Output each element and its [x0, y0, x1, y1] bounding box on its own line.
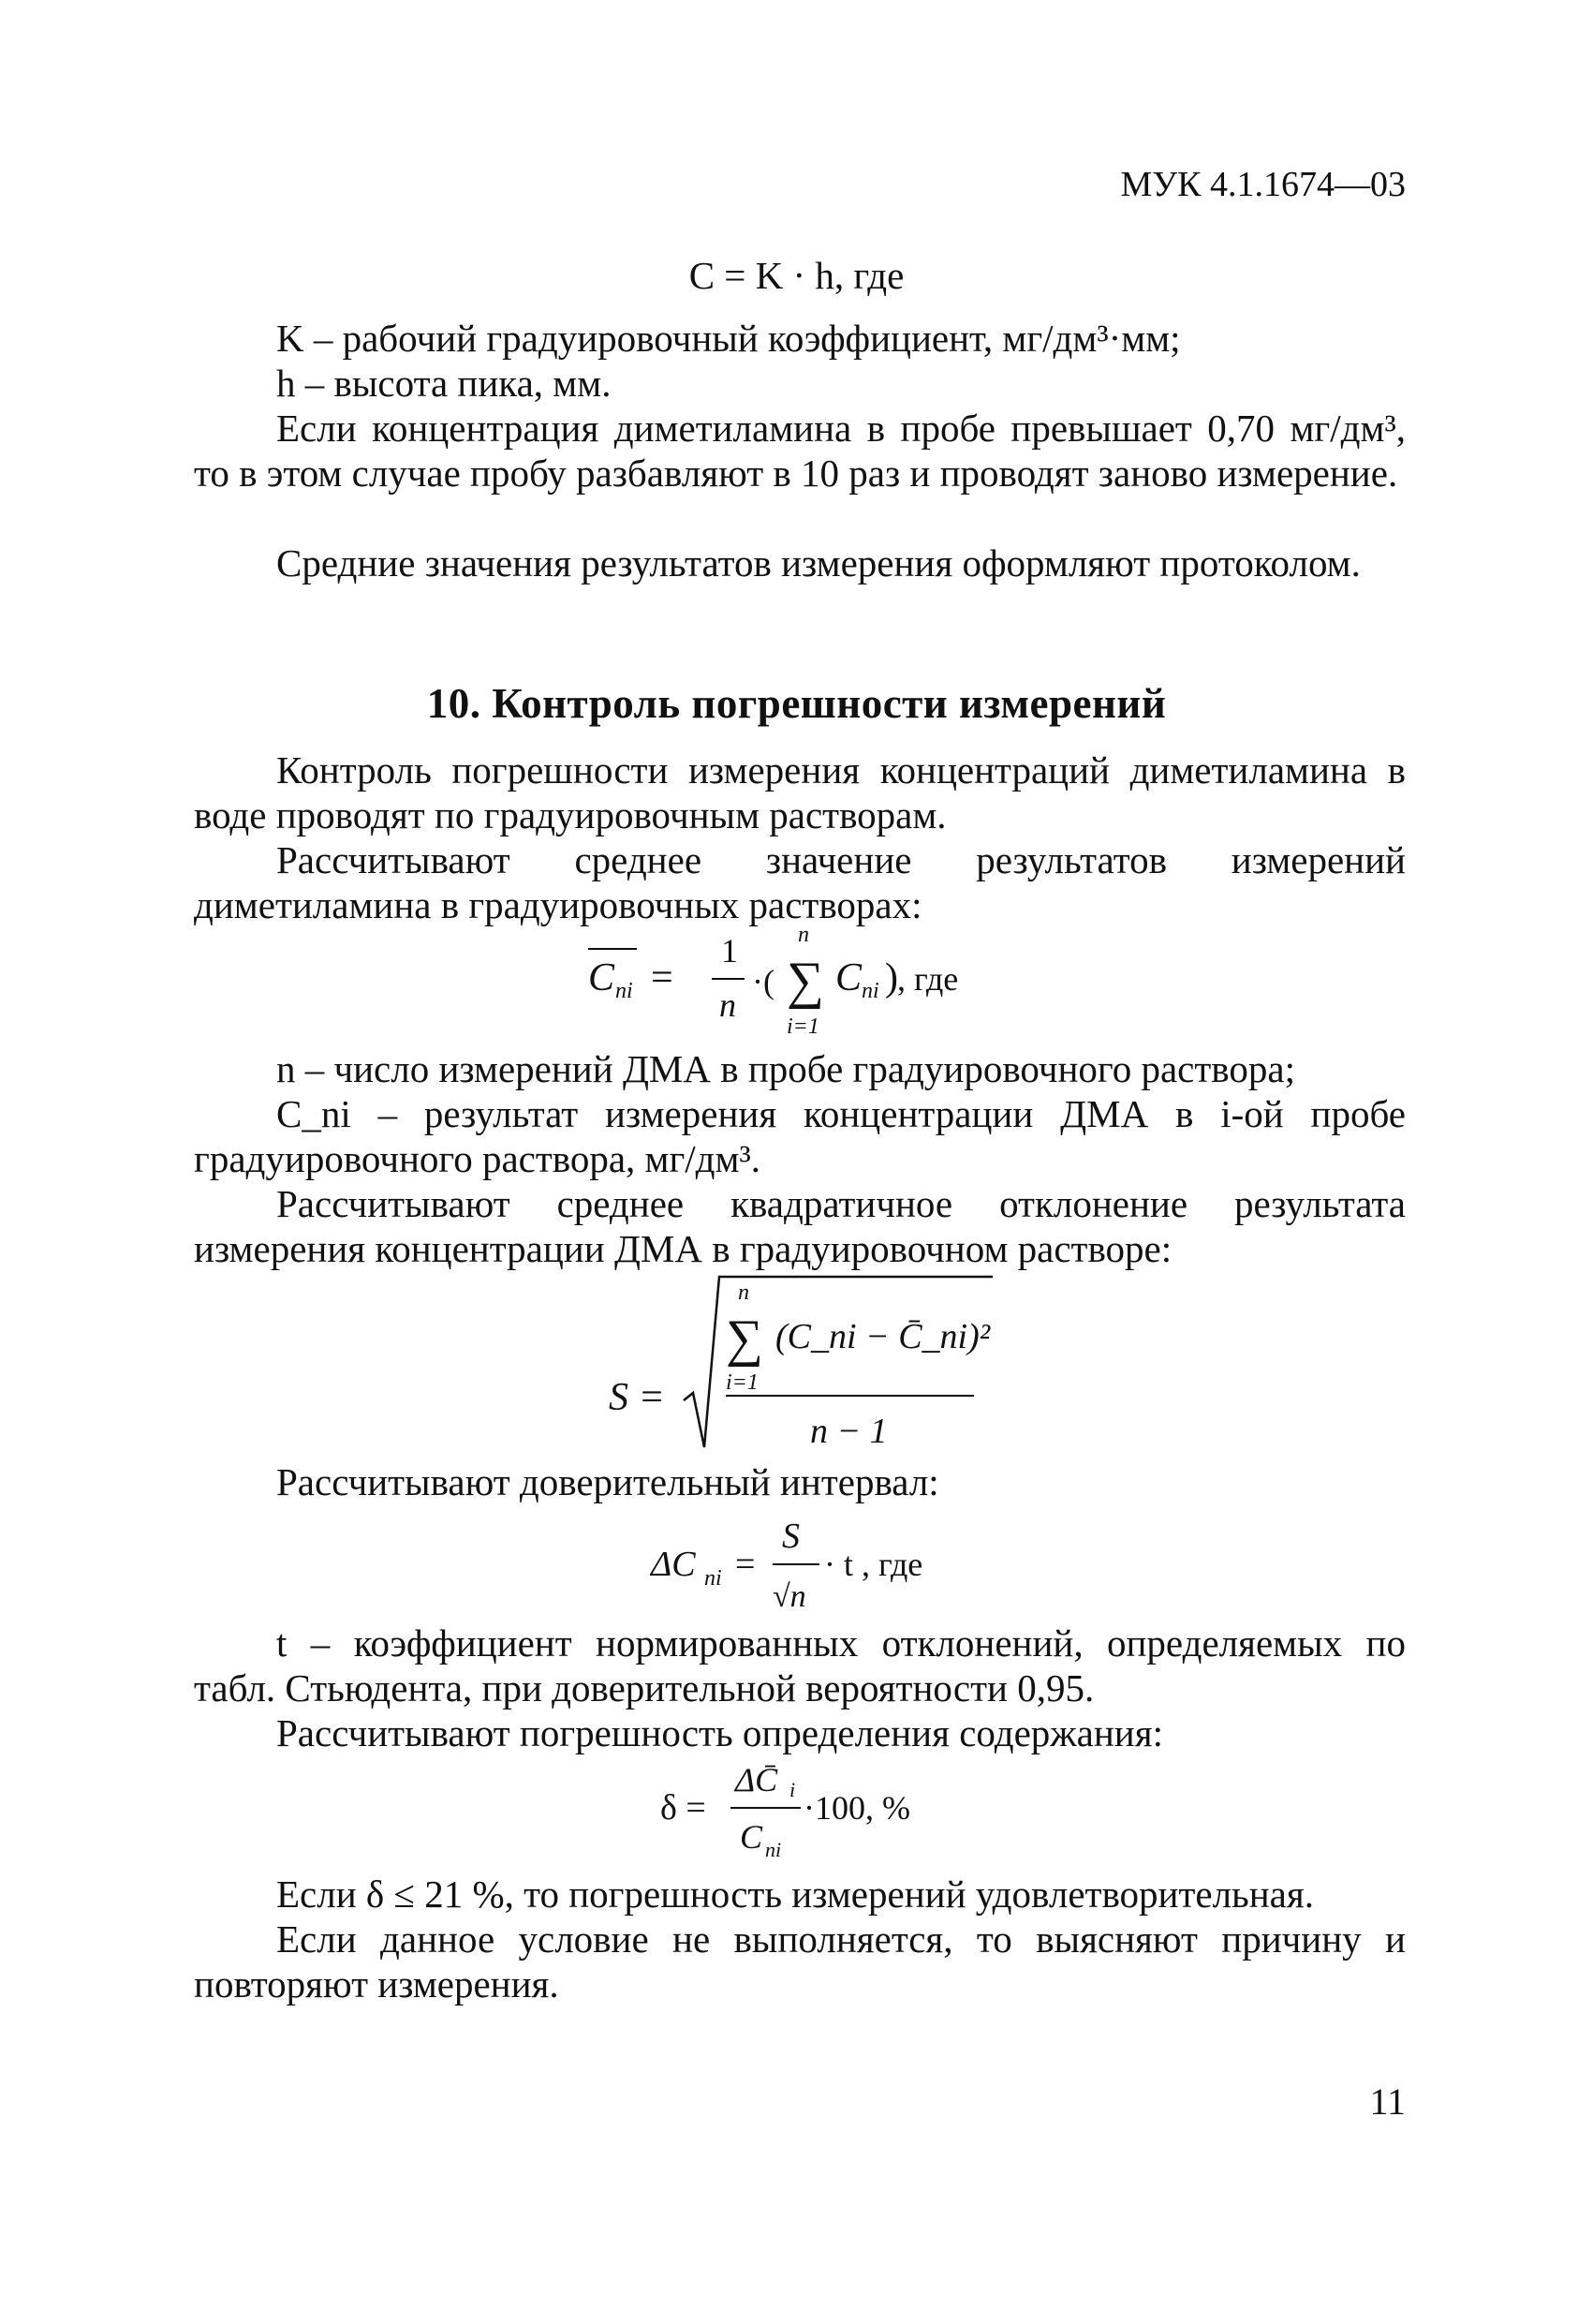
paragraph-control: Контроль погрешности измерения концентраций диметиламина в воде проводят по градуировочным растворам. — [194, 748, 1406, 836]
svg-text:): ) — [885, 956, 898, 999]
definition-cni: C_ni – результат измерения концентрации ДМА в i-ой пробе градуировочного раствора, мг/дм³. — [194, 1092, 1406, 1180]
paragraph-ok: Если δ ≤ 21 %, то погрешность измерений удовлетворительная. — [276, 1873, 1314, 1916]
mean-sum-bottom: i=1 — [787, 1014, 819, 1039]
mean-tail: , где — [897, 960, 959, 998]
sd-lhs: S = — [609, 1376, 665, 1419]
page-number: 11 — [1369, 2080, 1406, 2123]
paragraph-repeat: Если данное условие не выполняется, то выясняют причину и повторяют измерения. — [194, 1917, 1406, 2006]
sd-numerator: (C_ni − C̄_ni)² — [775, 1317, 991, 1356]
ci-lhs: ΔC — [651, 1545, 696, 1584]
svg-text:∑: ∑ — [726, 1310, 763, 1368]
paragraph-dilution: Если концентрация диметиламина в пробе превышает 0,70 мг/дм³, то в этом случае пробу разбавляют в 10 раз и проводят заново измерение. — [194, 407, 1406, 495]
definition-t: t – коэффициент нормированных отклонений, определяемых по табл. Стьюдента, при доверительной вероятности 0,95. — [194, 1621, 1406, 1710]
section-heading: 10. Контроль погрешности измерений — [426, 680, 1167, 727]
mean-num: 1 — [721, 932, 738, 970]
svg-text:·(: ·( — [752, 963, 774, 1000]
delta-lhs: δ = — [660, 1788, 706, 1828]
paragraph-ci: Рассчитывают доверительный интервал: — [276, 1460, 939, 1503]
definition-k: K – рабочий градуировочный коэффициент, мг/дм³·мм; — [276, 317, 1181, 360]
delta-den: C — [740, 1818, 763, 1856]
paragraph-error: Рассчитывают погрешность определения содержания: — [276, 1711, 1163, 1754]
formula-mean — [562, 923, 1030, 1044]
paragraph-protocol: Средние значения результатов измерения оформляют протоколом. — [276, 541, 1361, 585]
svg-text:=: = — [735, 1545, 756, 1584]
sd-sum-bottom: i=1 — [726, 1370, 759, 1395]
mean-den: n — [719, 986, 736, 1024]
formula-delta — [651, 1752, 951, 1864]
ci-lhs-sub: ni — [704, 1566, 722, 1591]
delta-den-sub: ni — [765, 1838, 782, 1861]
mean-sum-top: n — [798, 923, 809, 947]
delta-tail: ·100, % — [804, 1789, 910, 1827]
delta-num: ΔC̄ — [735, 1761, 778, 1799]
sd-sum-top: n — [738, 1280, 749, 1305]
definition-n: n – число измерений ДМА в пробе градуировочного раствора; — [276, 1047, 1295, 1090]
svg-text:∑: ∑ — [787, 952, 824, 1010]
formula-sd — [599, 1269, 993, 1457]
paragraph-sd: Рассчитывают среднее квадратичное отклонение результата измерения концентрации ДМА в градуировочном растворе: — [194, 1182, 1406, 1270]
svg-text:=: = — [651, 956, 673, 999]
mean-lhs: C — [588, 956, 615, 999]
document-code: МУК 4.1.1674—03 — [1120, 165, 1406, 204]
ci-den: √n — [773, 1579, 806, 1614]
mean-term: C — [835, 956, 863, 999]
sd-denominator: n − 1 — [810, 1412, 888, 1451]
ci-tail: · t , где — [824, 1546, 923, 1583]
definition-h: h – высота пика, мм. — [276, 362, 612, 405]
mean-lhs-sub: ni — [615, 979, 633, 1003]
formula-c: C = K · h, где — [688, 254, 905, 297]
delta-num-sub: i — [789, 1778, 796, 1801]
mean-term-sub: ni — [862, 979, 879, 1003]
ci-num: S — [782, 1517, 800, 1556]
formula-ci — [646, 1508, 983, 1621]
paragraph-mean: Рассчитывают среднее значение результатов измерений диметиламина в градуировочных растворах: — [194, 838, 1406, 926]
